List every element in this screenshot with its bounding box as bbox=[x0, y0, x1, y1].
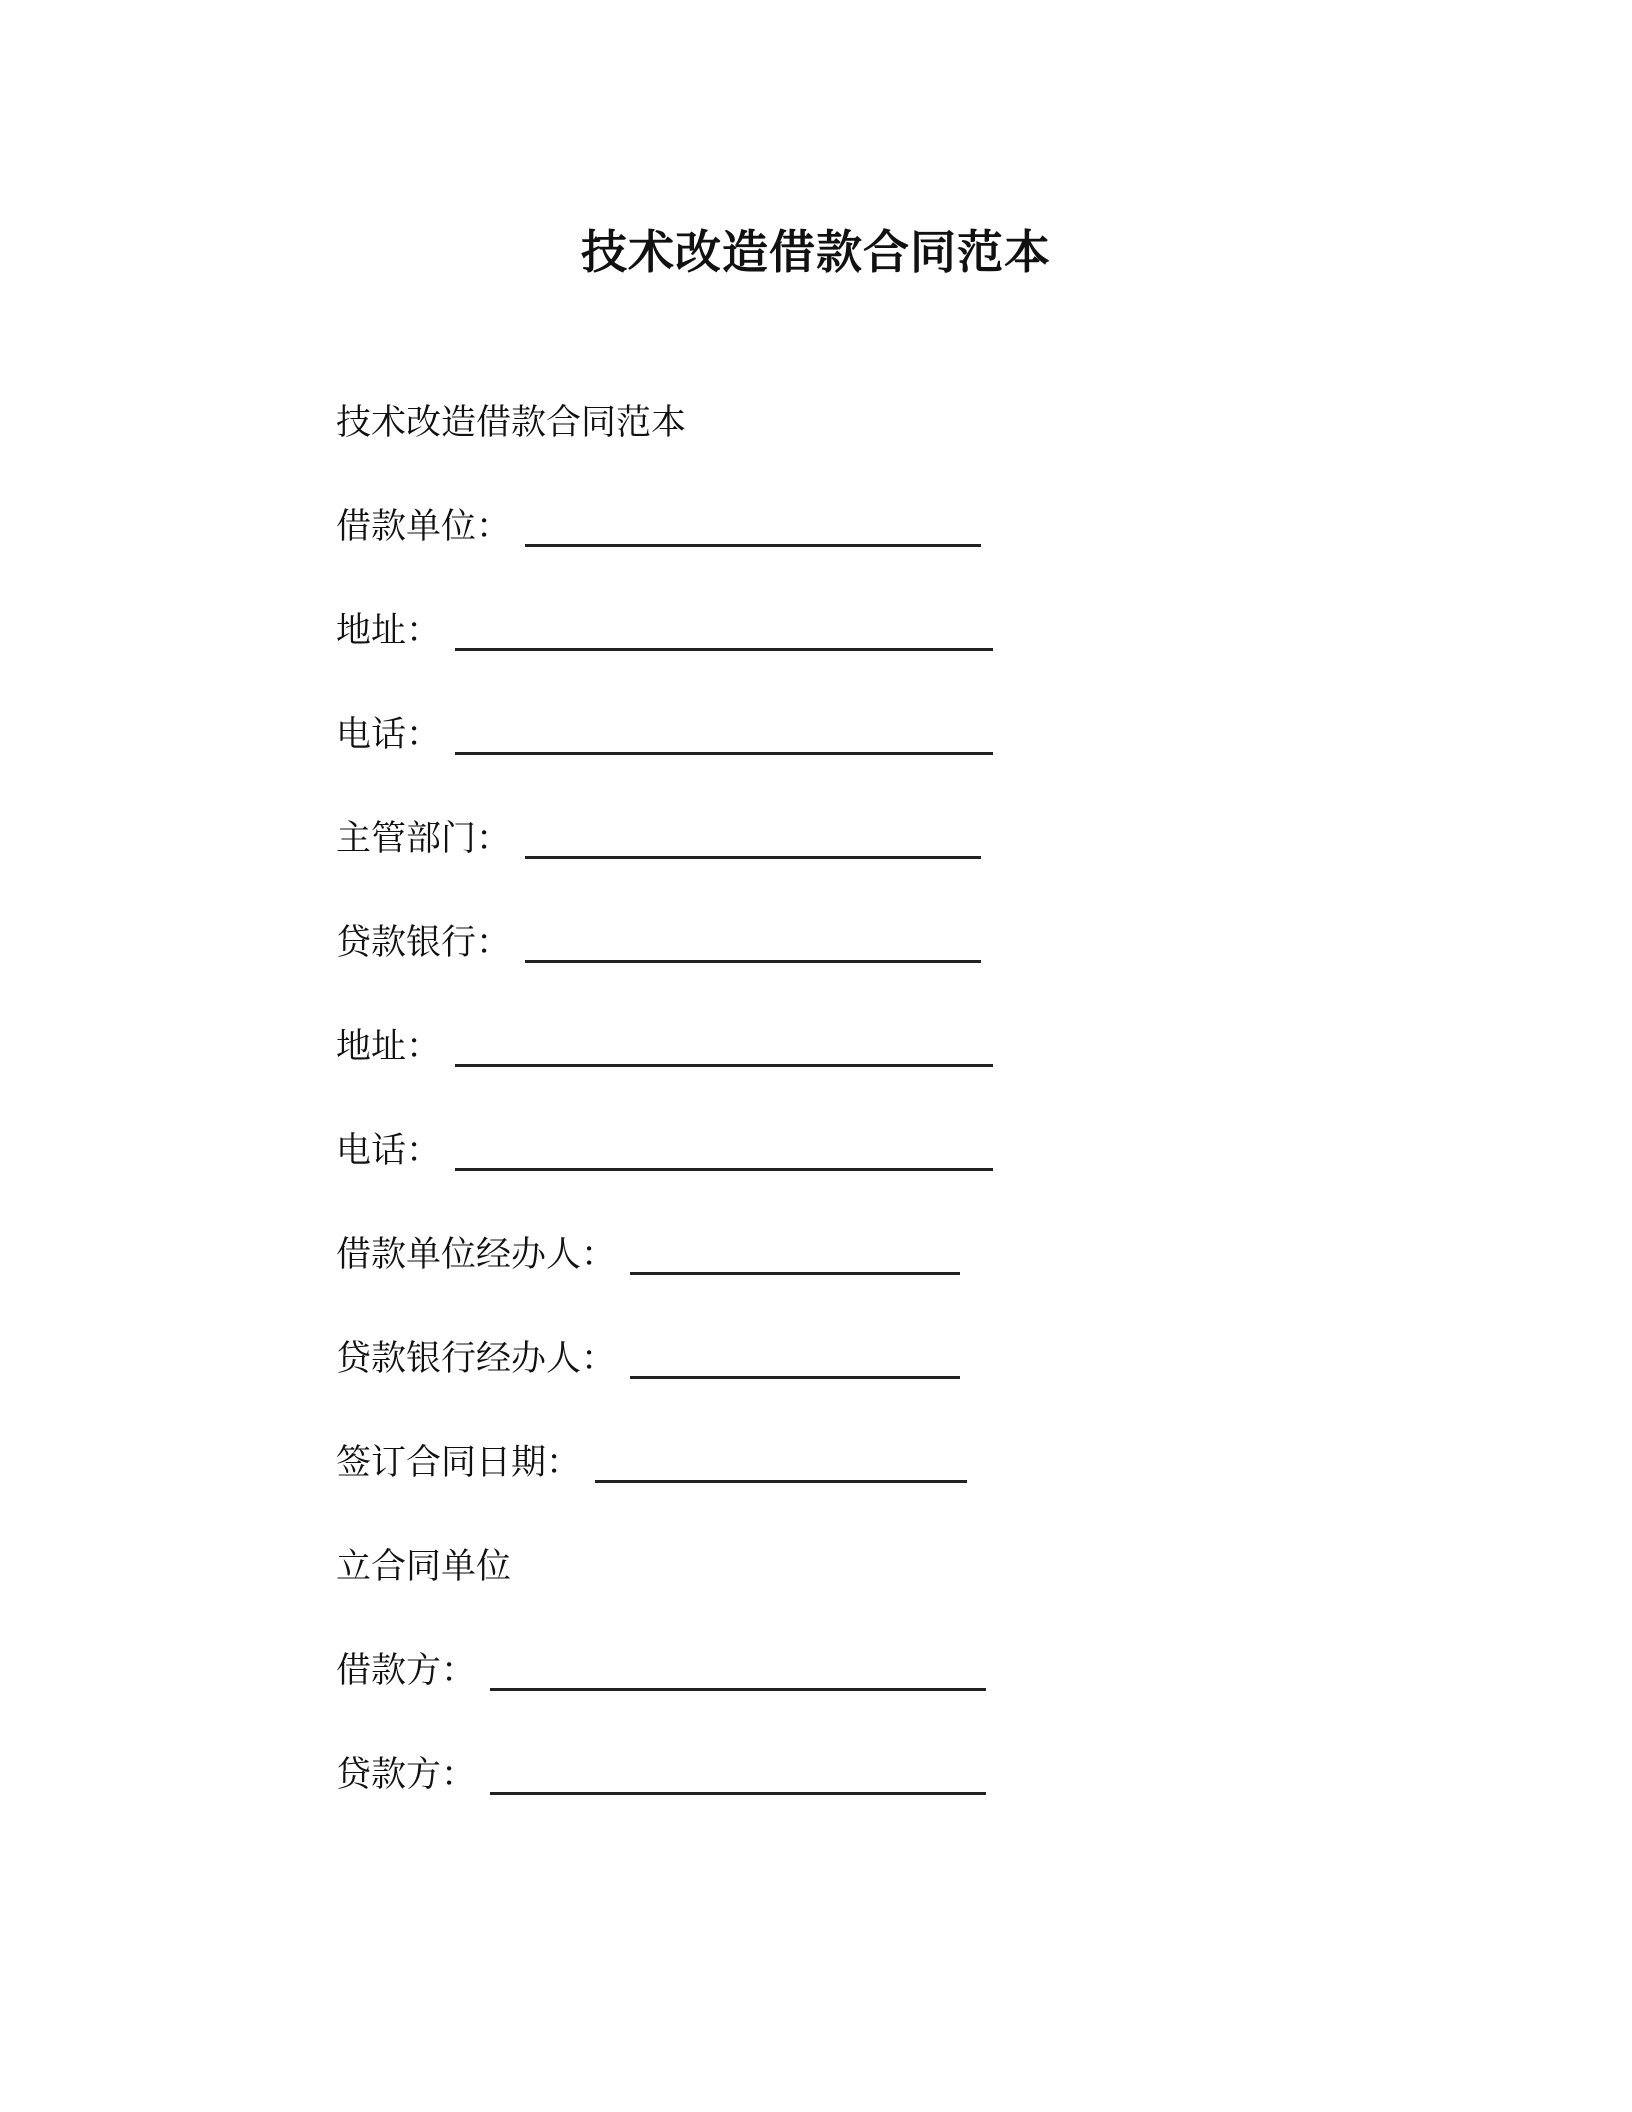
field-label-address: 地址： bbox=[336, 1027, 442, 1067]
fill-blank bbox=[455, 1024, 993, 1067]
field-line bbox=[336, 1334, 1336, 1438]
document-subtitle: 技术改造借款合同范本 bbox=[336, 403, 687, 443]
party-line bbox=[336, 1646, 1336, 1750]
fill-blank bbox=[455, 608, 993, 651]
fill-blank bbox=[455, 712, 993, 755]
fill-blank bbox=[490, 1752, 986, 1795]
fill-blank bbox=[455, 1128, 993, 1171]
field-line bbox=[336, 502, 1336, 606]
field-line bbox=[336, 1022, 1336, 1126]
fill-blank bbox=[630, 1232, 960, 1275]
subtitle-line bbox=[336, 398, 1336, 502]
section-heading: 立合同单位 bbox=[336, 1547, 512, 1587]
field-line bbox=[336, 606, 1336, 710]
field-label-department: 主管部门： bbox=[336, 819, 512, 859]
field-line bbox=[336, 1126, 1336, 1230]
section-heading-line bbox=[336, 1542, 1336, 1646]
field-line bbox=[336, 814, 1336, 918]
document-title: 技术改造借款合同范本 bbox=[581, 225, 1051, 279]
fill-blank bbox=[630, 1336, 960, 1379]
party-line bbox=[336, 1750, 1336, 1854]
field-label-address: 地址： bbox=[336, 611, 442, 651]
party-label-borrower: 借款方： bbox=[336, 1651, 477, 1691]
document-body bbox=[336, 398, 1336, 1854]
fill-blank bbox=[525, 816, 981, 859]
fill-blank bbox=[490, 1648, 986, 1691]
party-label-lender: 贷款方： bbox=[336, 1755, 477, 1795]
field-line bbox=[336, 1438, 1336, 1542]
field-label-signing-date: 签订合同日期： bbox=[336, 1443, 582, 1483]
field-line bbox=[336, 710, 1336, 814]
fill-blank bbox=[525, 504, 981, 547]
field-label-phone: 电话： bbox=[336, 1131, 442, 1171]
field-line bbox=[336, 1230, 1336, 1334]
field-label-phone: 电话： bbox=[336, 715, 442, 755]
fill-blank bbox=[595, 1440, 967, 1483]
fill-blank bbox=[525, 920, 981, 963]
field-label-borrower-agent: 借款单位经办人： bbox=[336, 1235, 617, 1275]
field-label-bank-agent: 贷款银行经办人： bbox=[336, 1339, 617, 1379]
field-label-borrower-unit: 借款单位： bbox=[336, 507, 512, 547]
field-line bbox=[336, 918, 1336, 1022]
field-label-lending-bank: 贷款银行： bbox=[336, 923, 512, 963]
